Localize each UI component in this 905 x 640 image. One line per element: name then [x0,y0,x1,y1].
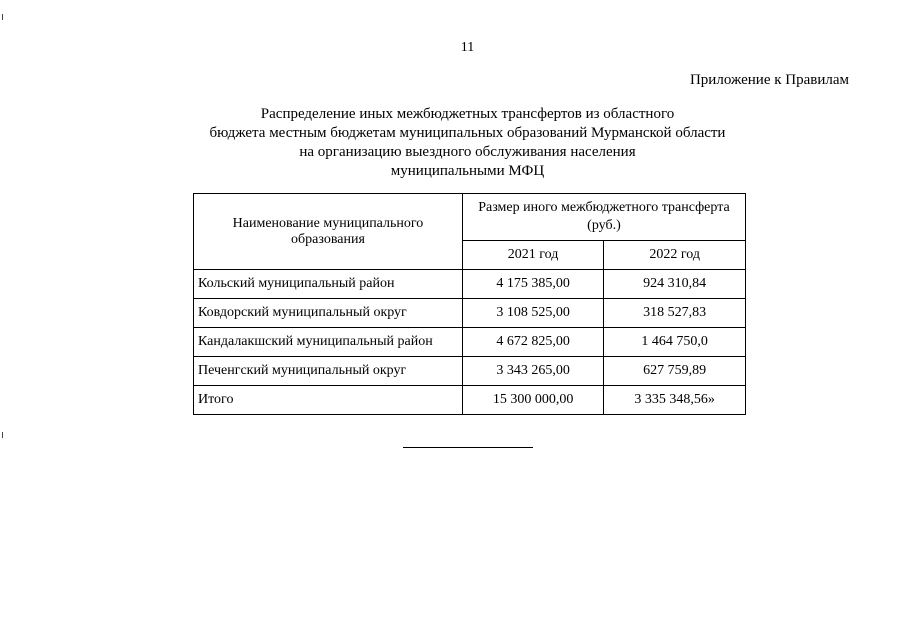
title-line: Распределение иных межбюджетных трансфертов из областного [260,106,675,122]
scan-mark [2,432,3,438]
municipality-name: Кольский муниципальный район [194,270,463,299]
document-title [0,105,905,181]
page-number: 11 [460,40,475,55]
total-label: Итого [194,386,463,415]
scan-mark [2,14,3,20]
total-2022: 3 335 348,56» [604,386,746,415]
amount-2022: 318 527,83 [604,299,746,328]
header-municipality: Наименование муниципального образования [194,194,463,270]
header-year-2022: 2022 год [604,241,746,270]
total-2021: 15 300 000,00 [462,386,603,415]
amount-2021: 3 108 525,00 [462,299,603,328]
table-header-row [194,194,746,241]
transfers-table [193,193,746,415]
appendix-label: Приложение к Правилам [689,72,849,88]
municipality-name: Печенгский муниципальный округ [194,357,463,386]
title-line: муниципальными МФЦ [390,163,545,179]
amount-2022: 627 759,89 [604,357,746,386]
header-year-2021: 2021 год [462,241,603,270]
amount-2021: 4 672 825,00 [462,328,603,357]
table-row [194,299,746,328]
title-line: на организацию выездного обслуживания населения [299,144,636,160]
header-transfer-size: Размер иного межбюджетного трансферта (руб.) [462,194,745,241]
amount-2022: 924 310,84 [604,270,746,299]
municipality-name: Ковдорский муниципальный округ [194,299,463,328]
amount-2021: 4 175 385,00 [462,270,603,299]
table-row [194,357,746,386]
title-line: бюджета местным бюджетам муниципальных образований Мурманской области [209,125,726,141]
table-row [194,328,746,357]
table-row [194,270,746,299]
end-divider [403,447,533,448]
municipality-name: Кандалакшский муниципальный район [194,328,463,357]
table-total-row [194,386,746,415]
amount-2021: 3 343 265,00 [462,357,603,386]
amount-2022: 1 464 750,0 [604,328,746,357]
